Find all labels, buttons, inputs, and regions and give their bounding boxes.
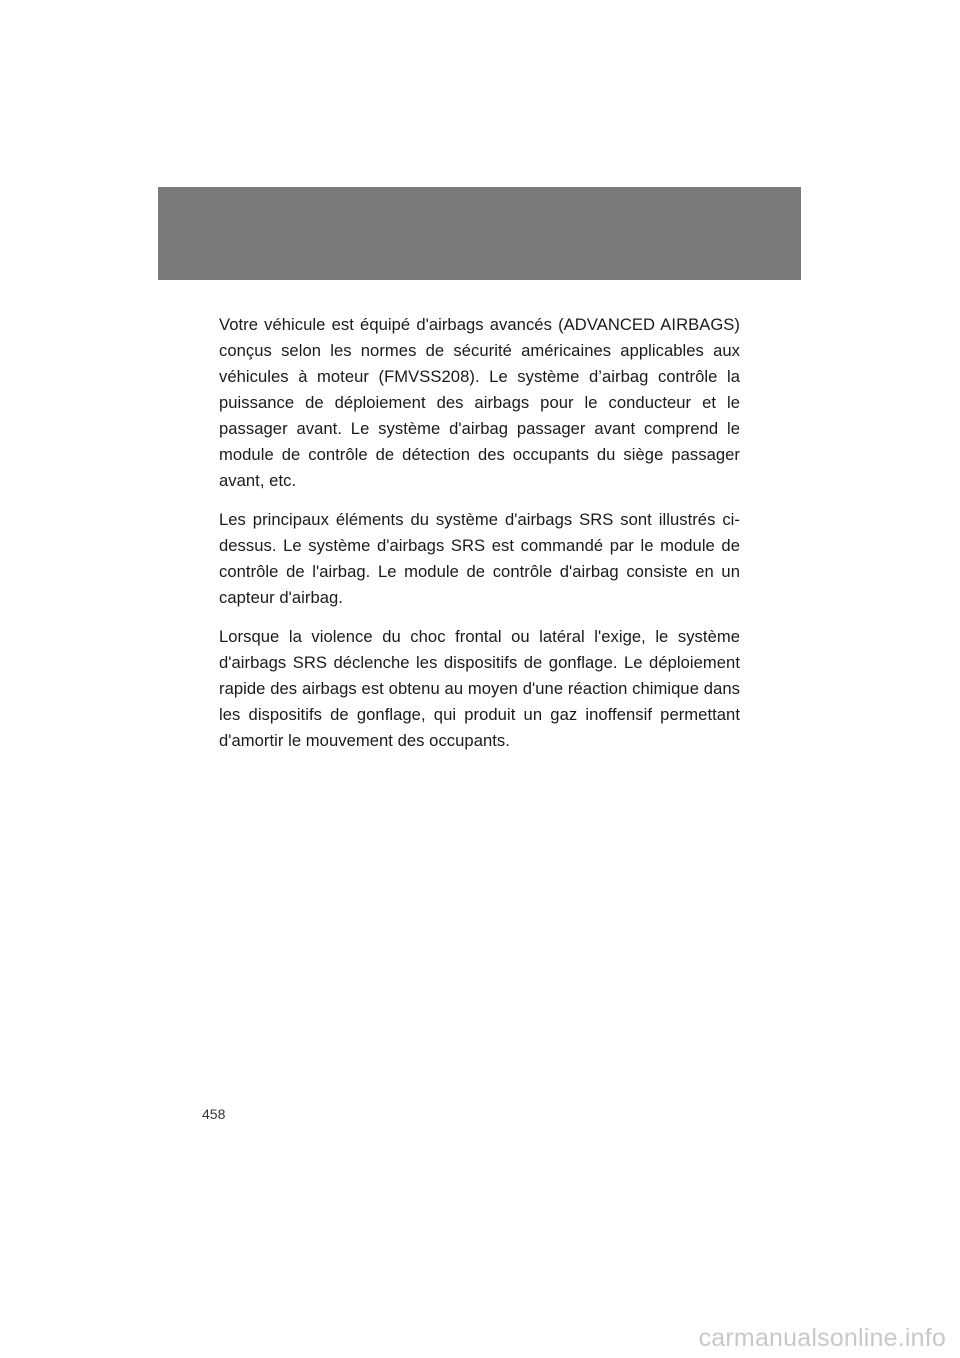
body-text	[219, 312, 740, 767]
paragraph-deployment: Lorsque la violence du choc frontal ou latéral l'exige, le système d'airbags SRS déclenche les dispositifs de gonflage. Le déploiement rapide des airbags est obtenu au moyen d'une réaction chimique dans les dispositifs de gonflage, qui produit un gaz inoffensif permettant d'amortir le mouvement des occupants.	[219, 627, 740, 750]
page-number: 458	[202, 1106, 226, 1122]
paragraph-advanced-airbags: Votre véhicule est équipé d'airbags avancés (ADVANCED AIRBAGS) conçus selon les normes de sécurité américaines applicables aux véhicules à moteur (FMVSS208). Le système d’airbag contrôle la puissance de déploiement des airbags pour le conducteur et le passager avant. Le système d'airbag passager avant comprend le module de contrôle de détection des occupants du siège passager avant, etc.	[219, 315, 740, 490]
watermark: carmanualsonline.info	[698, 1324, 946, 1352]
paragraph-srs-components: Les principaux éléments du système d'airbags SRS sont illustrés ci-dessus. Le système d'airbags SRS est commandé par le module de contrôle de l'airbag. Le module de contrôle d'airbag consiste en un capteur d'airbag.	[219, 510, 740, 607]
header-band	[158, 187, 801, 280]
